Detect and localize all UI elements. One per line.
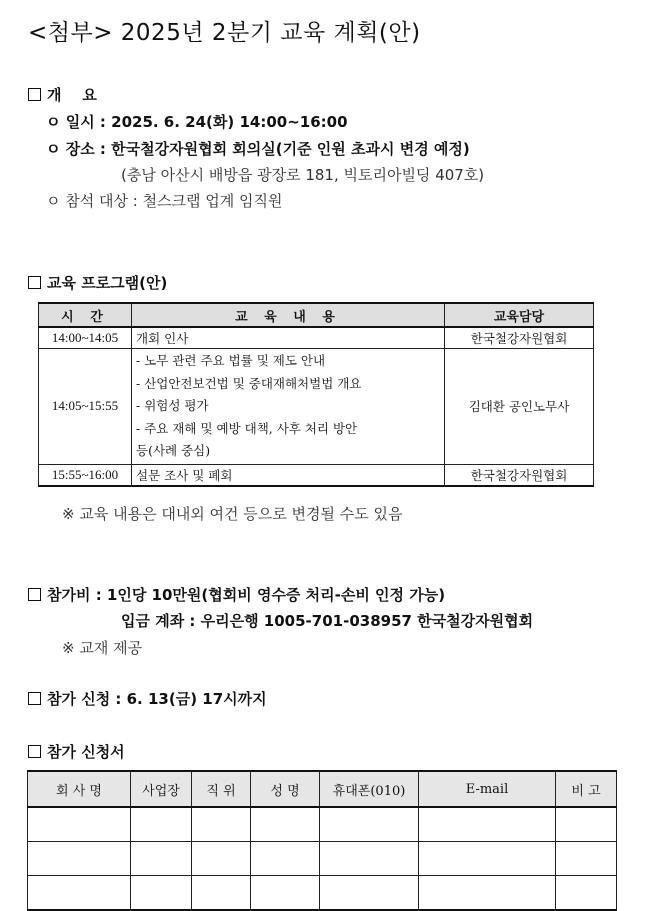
- input-cell[interactable]: [131, 807, 192, 842]
- col-remarks: 비 고: [556, 771, 617, 807]
- input-cell[interactable]: [320, 876, 419, 911]
- overview-heading: 개 요: [47, 86, 97, 104]
- content-line: - 산업안전보건법 및 중대재해처벌법 개요: [136, 375, 362, 391]
- input-cell[interactable]: [28, 876, 131, 911]
- program-table: [38, 302, 594, 487]
- table-row: [28, 876, 617, 911]
- col-phone: 휴대폰(010): [320, 771, 419, 807]
- input-cell[interactable]: [251, 876, 320, 911]
- col-site: 사업장: [131, 771, 192, 807]
- overview-audience: ㅇ 참석 대상 : 철스크랩 업계 임직원: [46, 192, 283, 210]
- row-content: [132, 349, 445, 465]
- section-fee: [28, 584, 445, 605]
- page-title: <첨부> 2025년 2분기 교육 계획(안): [28, 20, 421, 46]
- program-header-row: [39, 303, 594, 327]
- checkbox-square-icon: [28, 588, 41, 601]
- fee-note: ※ 교재 제공: [62, 639, 143, 657]
- input-cell[interactable]: [556, 876, 617, 911]
- checkbox-square-icon: [28, 692, 41, 705]
- input-cell[interactable]: [419, 842, 556, 876]
- content-line: 등(사례 중심): [136, 443, 211, 458]
- col-content: 교 육 내 용: [132, 303, 445, 327]
- table-row: [39, 327, 594, 349]
- input-cell[interactable]: [251, 807, 320, 842]
- row-time: 14:05~15:55: [39, 349, 132, 465]
- input-cell[interactable]: [320, 842, 419, 876]
- input-cell[interactable]: [192, 842, 251, 876]
- input-cell[interactable]: [131, 842, 192, 876]
- col-instructor: 교육담당: [445, 303, 594, 327]
- fee-line1: 참가비 : 1인당 10만원(협회비 영수증 처리-손비 인정 가능): [47, 586, 446, 604]
- input-cell[interactable]: [419, 807, 556, 842]
- input-cell[interactable]: [320, 807, 419, 842]
- content-line: - 주요 재해 및 예방 대책, 사후 처리 방안: [136, 420, 358, 436]
- input-cell[interactable]: [556, 807, 617, 842]
- section-deadline: [28, 688, 267, 709]
- table-row: [39, 349, 594, 465]
- row-instructor: 한국철강자원협회: [445, 464, 594, 486]
- checkbox-square-icon: [28, 745, 41, 758]
- input-cell[interactable]: [192, 876, 251, 911]
- col-name: 성 명: [251, 771, 320, 807]
- input-cell[interactable]: [28, 842, 131, 876]
- col-position: 직 위: [192, 771, 251, 807]
- col-company: 회 사 명: [28, 771, 131, 807]
- row-content: 개회 인사: [132, 327, 445, 349]
- row-time: 15:55~16:00: [39, 464, 132, 486]
- application-table: [27, 770, 617, 911]
- program-note: ※ 교육 내용은 대내외 여건 등으로 변경될 수도 있음: [62, 505, 403, 523]
- row-instructor: 김대환 공인노무사: [445, 349, 594, 465]
- table-row: [39, 464, 594, 486]
- overview-address: (충남 아산시 배방읍 광장로 181, 빅토리아빌딩 407호): [121, 166, 485, 184]
- row-content: 설문 조사 및 폐회: [132, 464, 445, 486]
- input-cell[interactable]: [28, 807, 131, 842]
- application-heading: 참가 신청서: [47, 743, 125, 761]
- input-cell[interactable]: [192, 807, 251, 842]
- overview-place: ㅇ 장소 : 한국철강자원협회 회의실(기준 인원 초과시 변경 예정): [46, 140, 470, 158]
- table-row: [28, 807, 617, 842]
- table-row: [28, 842, 617, 876]
- section-application: [28, 741, 125, 762]
- input-cell[interactable]: [131, 876, 192, 911]
- program-heading: 교육 프로그램(안): [47, 274, 168, 292]
- input-cell[interactable]: [419, 876, 556, 911]
- section-program: [28, 272, 167, 293]
- checkbox-square-icon: [28, 276, 41, 289]
- section-overview: [28, 84, 97, 105]
- content-line: - 위험성 평가: [136, 398, 209, 413]
- fee-account: 입금 계좌 : 우리은행 1005-701-038957 한국철강자원협회: [121, 612, 534, 630]
- overview-date: ㅇ 일시 : 2025. 6. 24(화) 14:00~16:00: [46, 113, 348, 131]
- col-time: 시 간: [39, 303, 132, 327]
- checkbox-square-icon: [28, 88, 41, 101]
- row-instructor: 한국철강자원협회: [445, 327, 594, 349]
- application-header-row: [28, 771, 617, 807]
- input-cell[interactable]: [556, 842, 617, 876]
- content-line: - 노무 관련 주요 법률 및 제도 안내: [136, 353, 326, 368]
- row-time: 14:00~14:05: [39, 327, 132, 349]
- col-email: E-mail: [419, 771, 556, 807]
- input-cell[interactable]: [251, 842, 320, 876]
- deadline-text: 참가 신청 : 6. 13(금) 17시까지: [47, 690, 267, 708]
